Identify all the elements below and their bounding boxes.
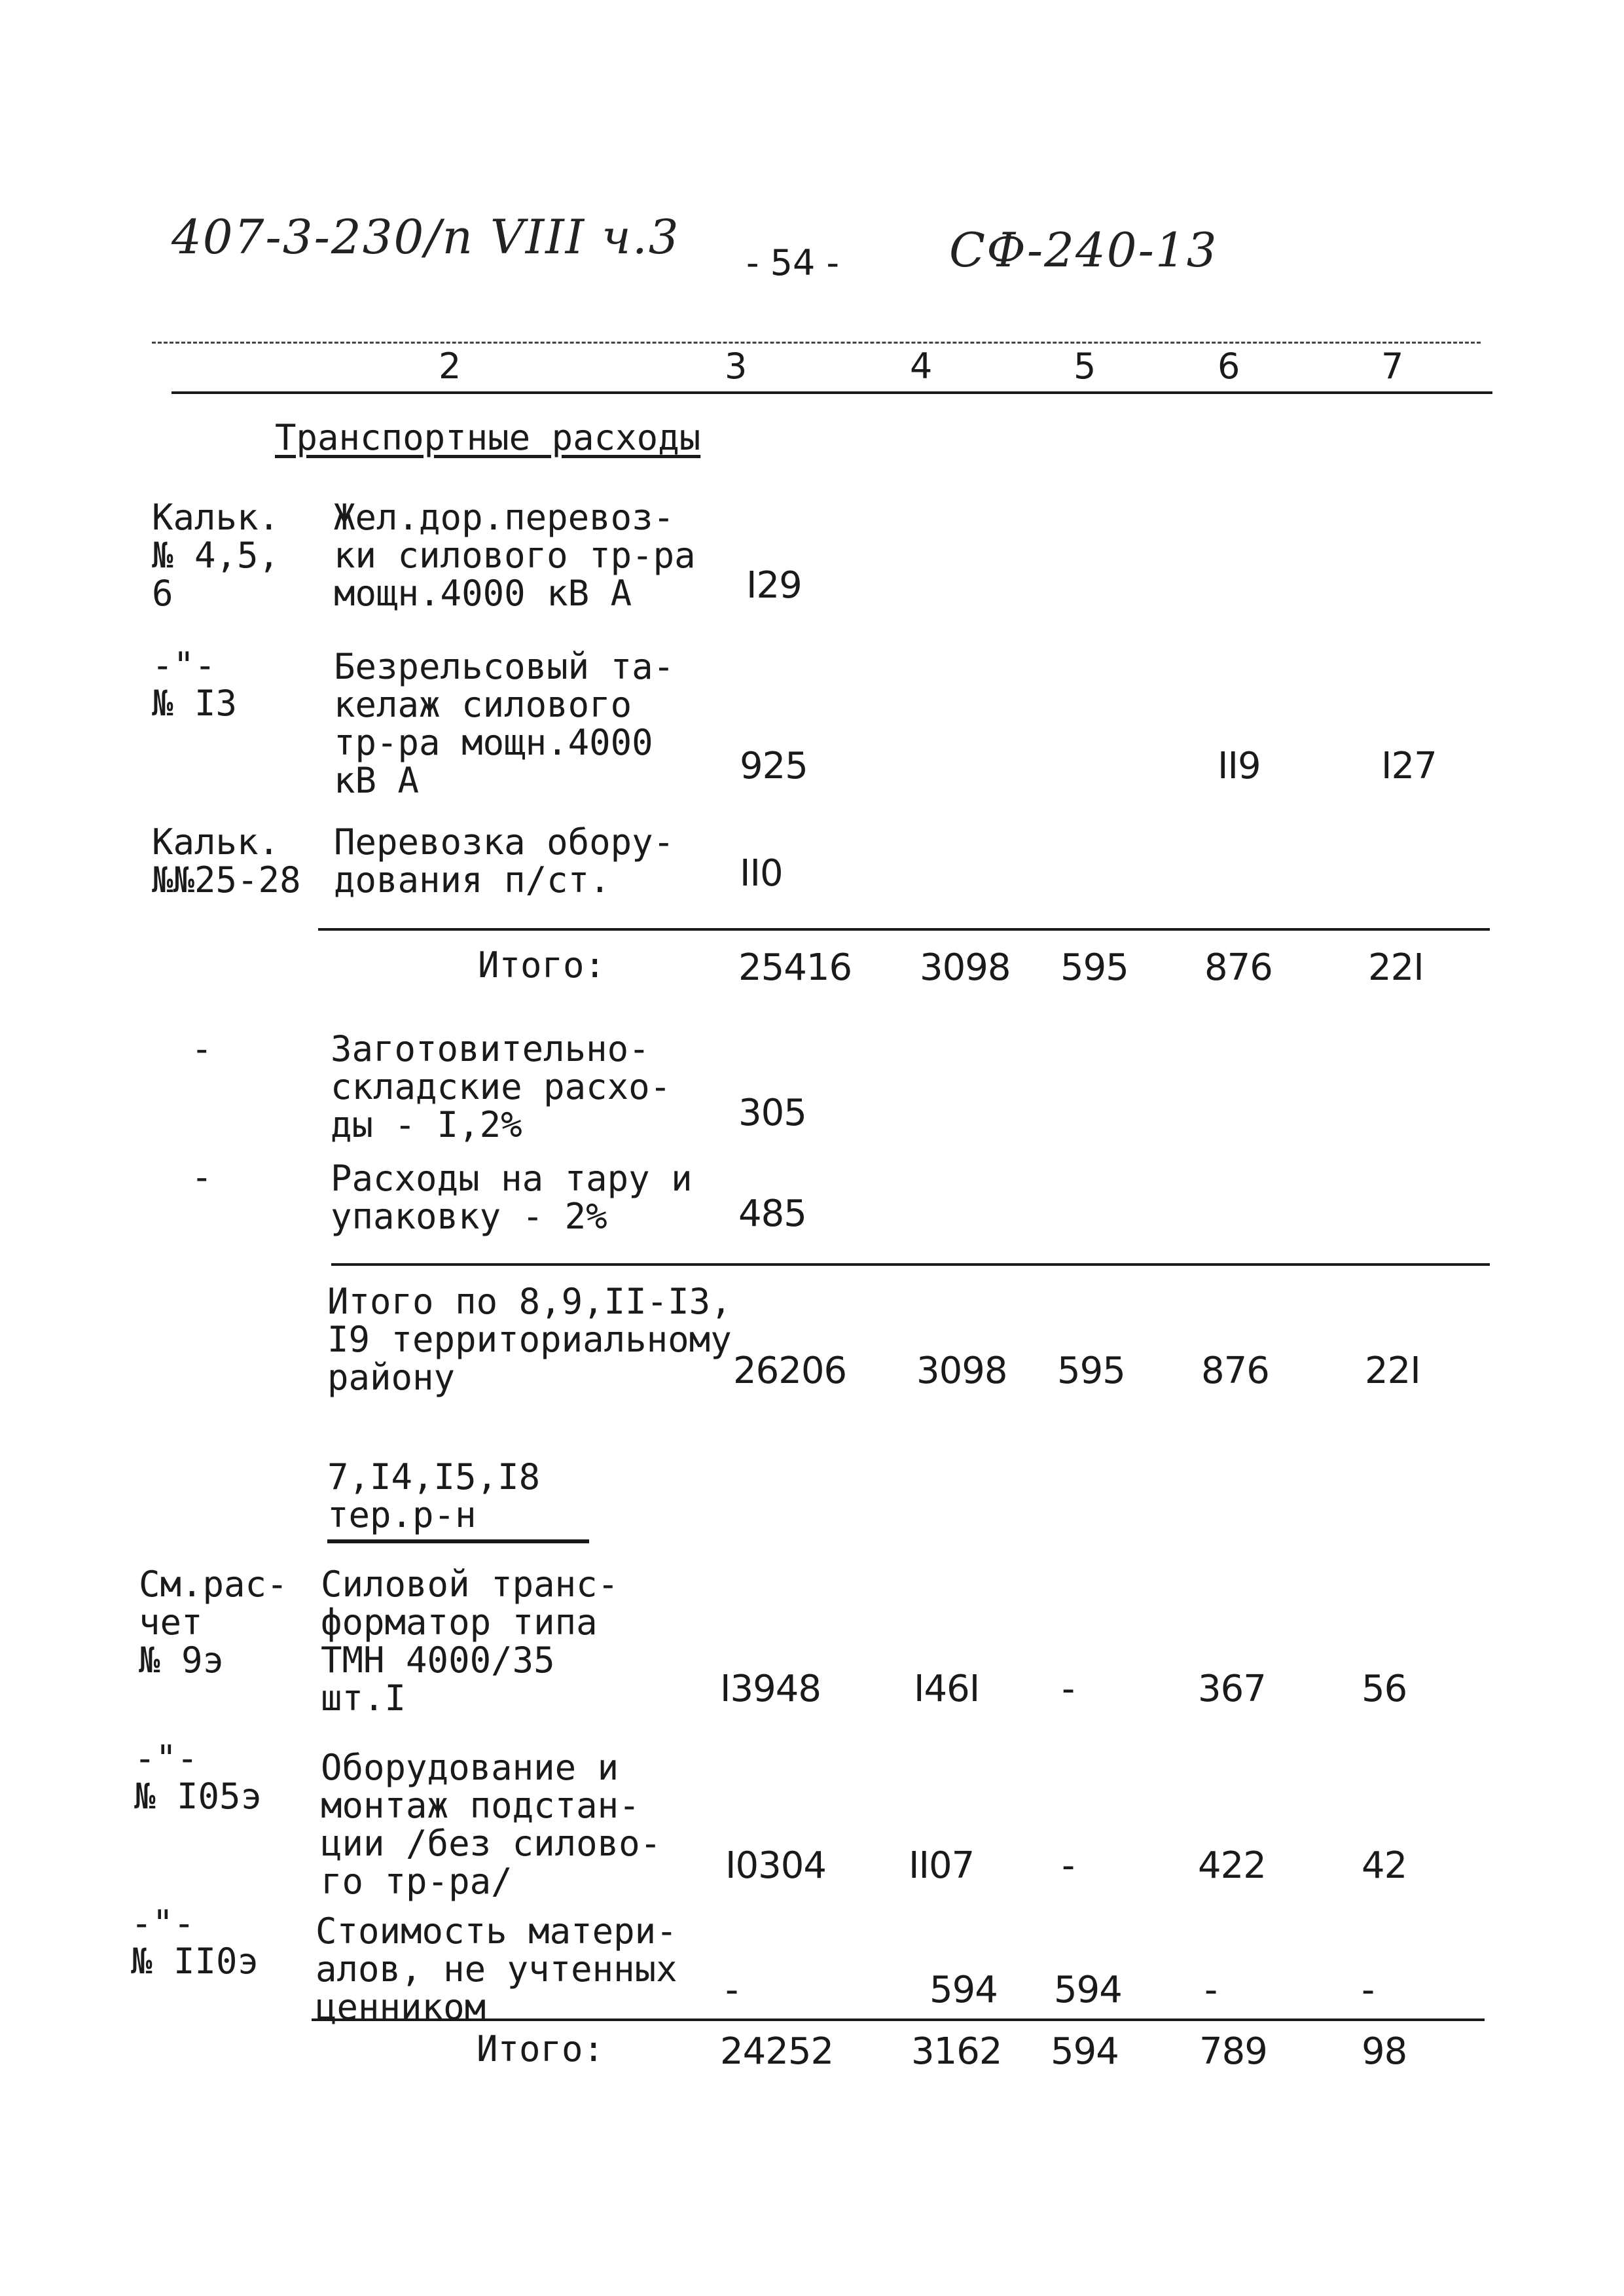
row-value-col5: -: [1062, 1668, 1075, 1710]
row-reference: -"- № I3: [152, 645, 238, 724]
territorial-total-label: Итого по 8,9,II-I3, I9 территориальному району: [327, 1281, 732, 1398]
row-description: Безрельсовый та- келаж силового тр-ра мощн.4000 кВ А: [334, 646, 675, 801]
column-header-3: 3: [725, 346, 748, 387]
series-code: СФ-240-13: [949, 223, 1218, 278]
row-description: Жел.дор.перевоз- ки силового тр-ра мощн.4000 кВ А: [334, 497, 696, 614]
row-description: Оборудование и монтаж подстан- ции /без силово- го тр-ра/: [321, 1747, 662, 1902]
total-col7: 22I: [1365, 1350, 1420, 1392]
header-rule: [171, 391, 1492, 394]
row-value-col7: 56: [1362, 1668, 1407, 1710]
row-description: Силовой транс- форматор типа ТМН 4000/35 шт.I: [321, 1564, 619, 1719]
row-value-col6: II9: [1218, 745, 1261, 787]
total-col5: 594: [1051, 2030, 1119, 2073]
row-value-col5: 594: [1054, 1969, 1122, 2011]
column-header-5: 5: [1074, 346, 1096, 387]
row-description: Заготовительно- складские расхо- ды - I,2%: [331, 1028, 672, 1145]
row-value-col3: I29: [746, 564, 802, 607]
row-value-col6: 422: [1198, 1844, 1266, 1887]
row-value-col4: I46I: [914, 1668, 980, 1710]
page-number: - 54 -: [746, 242, 840, 283]
total-col3: 25416: [738, 946, 852, 989]
total-col6: 789: [1199, 2030, 1267, 2073]
region-heading: 7,I4,I5,I8 тер.р-н: [327, 1456, 541, 1535]
row-value-col6: -: [1204, 1969, 1218, 2011]
total-col3: 26206: [733, 1350, 847, 1392]
row-reference: -: [191, 1157, 213, 1198]
total-col5: 595: [1057, 1350, 1125, 1392]
total-label: Итого:: [477, 2028, 605, 2070]
column-header-7: 7: [1381, 346, 1404, 387]
total-col3: 24252: [720, 2030, 834, 2073]
section-title: Транспортные расходы: [275, 417, 701, 458]
row-description: Расходы на тару и упаковку - 2%: [331, 1158, 693, 1237]
row-reference: -: [191, 1028, 213, 1069]
subtotal-rule: [331, 1263, 1490, 1266]
total-col4: 3098: [920, 946, 1011, 989]
region-underline: [327, 1539, 589, 1543]
column-header-6: 6: [1218, 346, 1240, 387]
row-value-col3: I3948: [720, 1668, 821, 1710]
total-col6: 876: [1204, 946, 1272, 989]
table-top-rule: [152, 342, 1481, 344]
total-col7: 98: [1362, 2030, 1407, 2073]
total-col4: 3098: [916, 1350, 1007, 1392]
subtotal-rule: [318, 928, 1490, 931]
row-value-col7: 42: [1362, 1844, 1407, 1887]
column-header-4: 4: [910, 346, 933, 387]
row-value-col7: -: [1362, 1969, 1375, 2011]
row-reference: Кальк. № 4,5, 6: [152, 497, 280, 614]
row-value-col3: II0: [740, 852, 783, 895]
total-col7: 22I: [1368, 946, 1424, 989]
subtotal-rule: [312, 2018, 1485, 2021]
row-description: Перевозка обору- дования п/ст.: [334, 821, 675, 901]
row-value-col6: 367: [1198, 1668, 1266, 1710]
row-reference: Кальк. №№25-28: [152, 821, 301, 901]
row-description: Стоимость матери- алов, не учтенных ценником: [316, 1910, 677, 2028]
document-code: 407-3-230/п VIII ч.3: [171, 209, 680, 264]
row-reference: См.рас- чет № 9э: [139, 1564, 288, 1681]
row-value-col3: 485: [738, 1193, 806, 1235]
column-header-2: 2: [439, 346, 461, 387]
row-value-col4: II07: [909, 1844, 975, 1887]
row-value-col5: -: [1062, 1844, 1075, 1887]
row-value-col4: 594: [929, 1969, 998, 2011]
row-value-col3: -: [725, 1969, 738, 2011]
row-value-col3: 925: [740, 745, 808, 787]
row-value-col3: 305: [738, 1092, 806, 1134]
row-reference: -"- № I05э: [134, 1738, 262, 1817]
total-col4: 3162: [911, 2030, 1002, 2073]
total-label: Итого:: [478, 944, 606, 986]
row-reference: -"- № II0э: [131, 1903, 259, 1982]
total-col6: 876: [1201, 1350, 1269, 1392]
row-value-col7: I27: [1381, 745, 1437, 787]
total-col5: 595: [1060, 946, 1128, 989]
row-value-col3: I0304: [725, 1844, 827, 1887]
